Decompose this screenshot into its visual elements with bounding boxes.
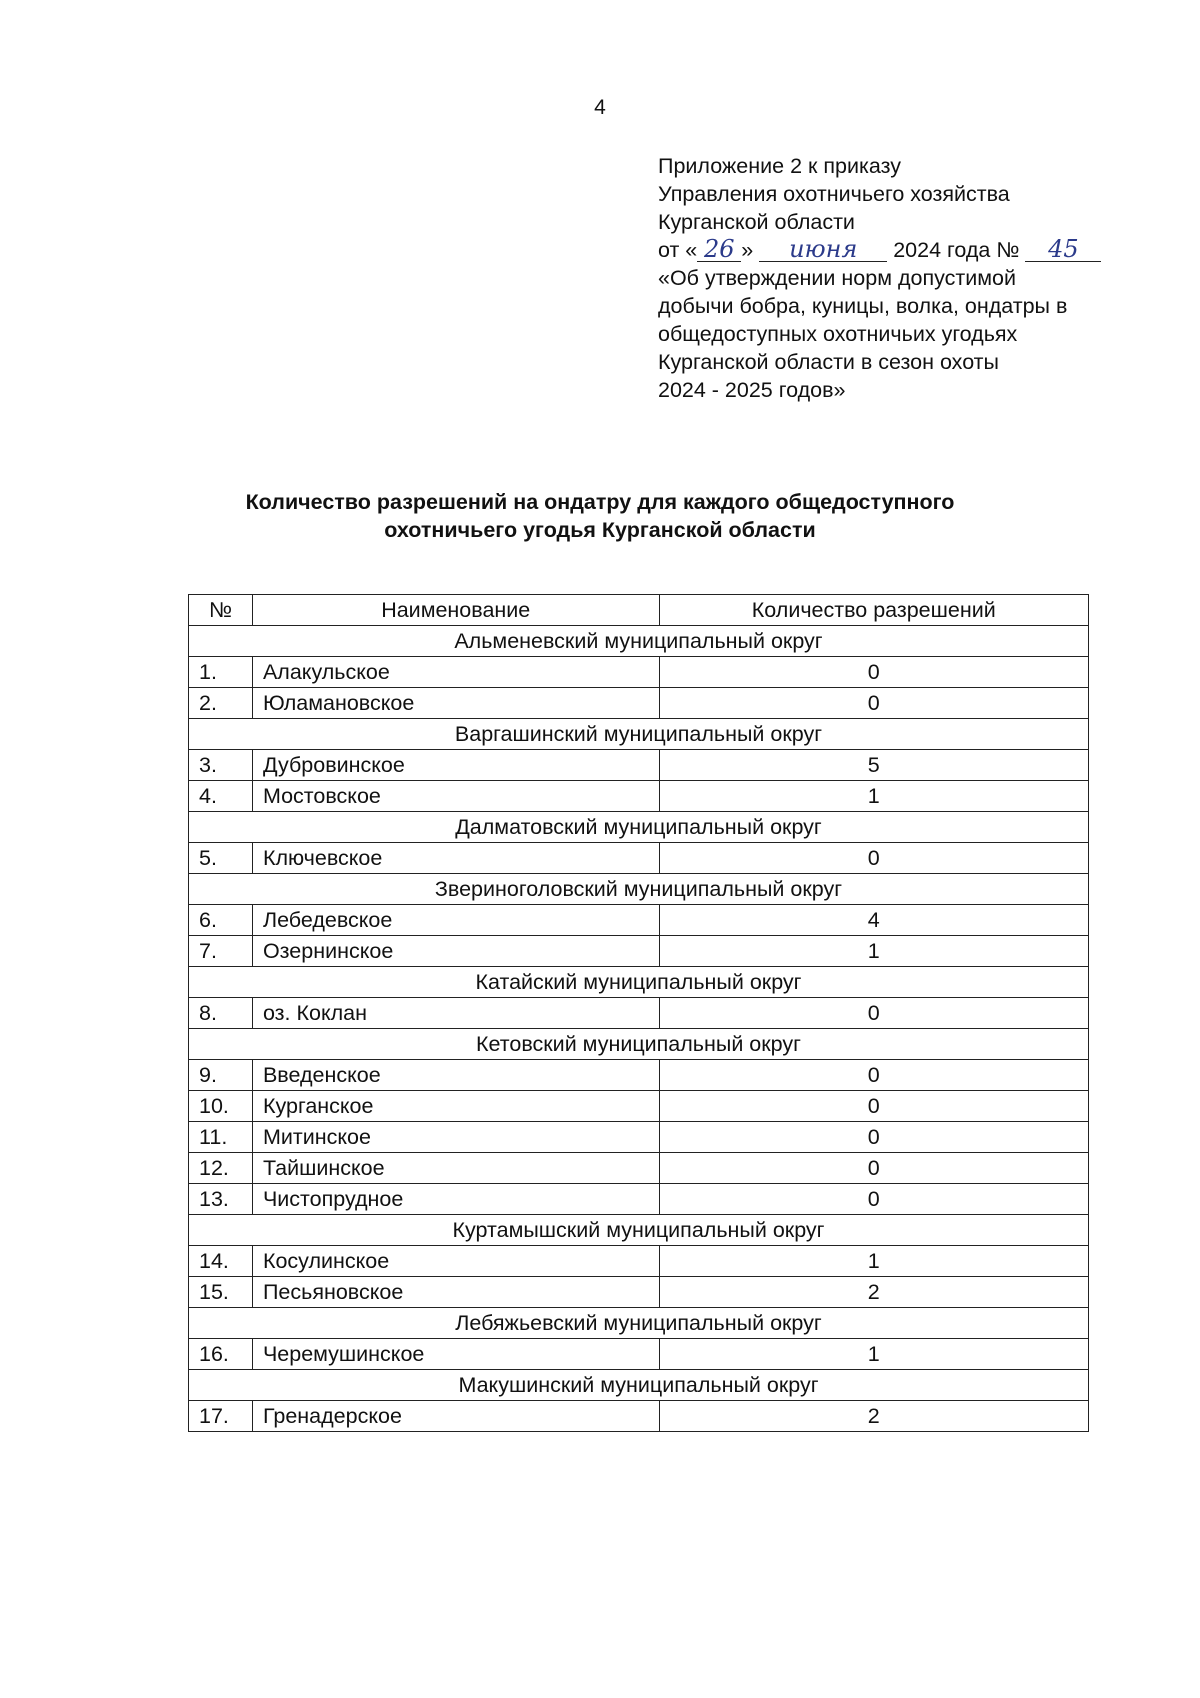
appendix-line: 2024 - 2025 годов» (658, 378, 846, 402)
date-day: 26 (697, 237, 741, 262)
section-title: Звериноголовский муниципальный округ (189, 874, 1089, 905)
permits-table (188, 594, 1089, 1432)
date-mid: » (741, 238, 754, 262)
row-number: 6. (189, 905, 253, 936)
appendix-block (658, 152, 1178, 404)
row-name: Озернинское (252, 936, 659, 967)
section-row (189, 812, 1089, 843)
row-number: 4. (189, 781, 253, 812)
table-row (189, 781, 1089, 812)
appendix-line: Управления охотничьего хозяйства (658, 182, 1010, 206)
table-row (189, 1246, 1089, 1277)
table-row (189, 998, 1089, 1029)
row-name: Косулинское (252, 1246, 659, 1277)
date-year: 2024 года № (893, 238, 1020, 262)
table-row (189, 1184, 1089, 1215)
row-count: 0 (659, 843, 1088, 874)
row-count: 1 (659, 1339, 1088, 1370)
appendix-line: Приложение 2 к приказу (658, 154, 901, 178)
section-title: Альменевский муниципальный округ (189, 626, 1089, 657)
row-number: 1. (189, 657, 253, 688)
table-row (189, 1153, 1089, 1184)
row-name: Дубровинское (252, 750, 659, 781)
section-title: Макушинский муниципальный округ (189, 1370, 1089, 1401)
section-row (189, 626, 1089, 657)
row-count: 1 (659, 936, 1088, 967)
order-number: 45 (1025, 237, 1101, 262)
row-count: 1 (659, 1246, 1088, 1277)
row-count: 0 (659, 1184, 1088, 1215)
row-number: 8. (189, 998, 253, 1029)
row-name: оз. Коклан (252, 998, 659, 1029)
section-row (189, 967, 1089, 998)
section-title: Кетовский муниципальный округ (189, 1029, 1089, 1060)
row-count: 2 (659, 1401, 1088, 1432)
row-name: Юламановское (252, 688, 659, 719)
table-row (189, 1060, 1089, 1091)
header-number: № (189, 595, 253, 626)
row-number: 14. (189, 1246, 253, 1277)
title-line: охотничьего угодья Курганской области (384, 518, 816, 542)
appendix-line: общедоступных охотничьих угодьях (658, 322, 1018, 346)
row-name: Чистопрудное (252, 1184, 659, 1215)
table-row (189, 1401, 1089, 1432)
date-prefix: от « (658, 238, 698, 262)
section-row (189, 1029, 1089, 1060)
row-number: 16. (189, 1339, 253, 1370)
row-name: Курганское (252, 1091, 659, 1122)
table-row (189, 905, 1089, 936)
title-line: Количество разрешений на ондатру для каждого общедоступного (245, 490, 955, 514)
row-name: Черемушинское (252, 1339, 659, 1370)
row-count: 0 (659, 998, 1088, 1029)
row-count: 0 (659, 1091, 1088, 1122)
section-title: Варгашинский муниципальный округ (189, 719, 1089, 750)
section-title: Катайский муниципальный округ (189, 967, 1089, 998)
row-count: 2 (659, 1277, 1088, 1308)
table-row (189, 750, 1089, 781)
document-title (0, 488, 1200, 544)
row-count: 0 (659, 1122, 1088, 1153)
header-name: Наименование (252, 595, 659, 626)
row-count: 0 (659, 657, 1088, 688)
row-name: Введенское (252, 1060, 659, 1091)
row-number: 5. (189, 843, 253, 874)
table-row (189, 936, 1089, 967)
row-count: 0 (659, 1153, 1088, 1184)
page-number: 4 (594, 96, 606, 119)
table-row (189, 843, 1089, 874)
table-row (189, 1339, 1089, 1370)
appendix-line: Курганской области в сезон охоты (658, 350, 999, 374)
row-count: 0 (659, 1060, 1088, 1091)
row-number: 10. (189, 1091, 253, 1122)
date-month: июня (759, 237, 887, 262)
appendix-line: Курганской области (658, 210, 855, 234)
row-name: Митинское (252, 1122, 659, 1153)
table-row (189, 657, 1089, 688)
row-count: 5 (659, 750, 1088, 781)
header-count: Количество разрешений (659, 595, 1088, 626)
row-name: Ключевское (252, 843, 659, 874)
row-number: 11. (189, 1122, 253, 1153)
row-number: 7. (189, 936, 253, 967)
section-row (189, 1215, 1089, 1246)
row-count: 0 (659, 688, 1088, 719)
row-name: Гренадерское (252, 1401, 659, 1432)
row-name: Тайшинское (252, 1153, 659, 1184)
row-name: Мостовское (252, 781, 659, 812)
section-title: Далматовский муниципальный округ (189, 812, 1089, 843)
appendix-line: добычи бобра, куницы, волка, ондатры в (658, 294, 1068, 318)
row-number: 12. (189, 1153, 253, 1184)
row-name: Лебедевское (252, 905, 659, 936)
table-row (189, 1277, 1089, 1308)
row-number: 17. (189, 1401, 253, 1432)
table-body (189, 626, 1089, 1432)
row-number: 2. (189, 688, 253, 719)
row-count: 1 (659, 781, 1088, 812)
section-row (189, 874, 1089, 905)
row-name: Алакульское (252, 657, 659, 688)
section-title: Лебяжьевский муниципальный округ (189, 1308, 1089, 1339)
row-number: 3. (189, 750, 253, 781)
section-row (189, 1370, 1089, 1401)
section-row (189, 1308, 1089, 1339)
appendix-line: «Об утверждении норм допустимой (658, 266, 1016, 290)
table-header-row (189, 595, 1089, 626)
table-row (189, 1122, 1089, 1153)
table-row (189, 1091, 1089, 1122)
row-number: 15. (189, 1277, 253, 1308)
appendix-date-line (658, 236, 1178, 264)
row-count: 4 (659, 905, 1088, 936)
section-title: Куртамышский муниципальный округ (189, 1215, 1089, 1246)
row-name: Песьяновское (252, 1277, 659, 1308)
row-number: 13. (189, 1184, 253, 1215)
row-number: 9. (189, 1060, 253, 1091)
table-row (189, 688, 1089, 719)
section-row (189, 719, 1089, 750)
